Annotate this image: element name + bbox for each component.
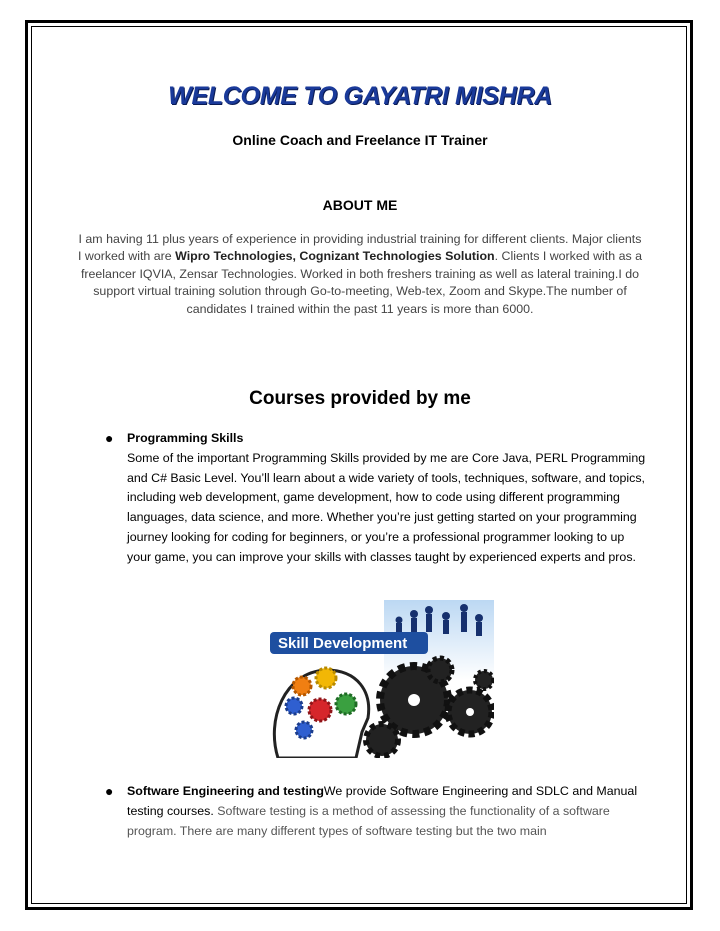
about-text-start: I am having 11 plus years of experience in providing industrial training for different clients. Major clients I worked with are — [78, 232, 642, 264]
bullet-icon: ● — [105, 783, 114, 799]
about-clients-bold: Wipro Technologies, Cognizant Technologies Solution — [175, 249, 495, 264]
page-title: WELCOME TO GAYATRI MISHRA — [168, 82, 552, 110]
course-description: Some of the important Programming Skills provided by me are Core Java, PERL Programming and C# Basic Level. You’ll learn about a wide variety of tools, techniques, software, and topics, including web development, game development, how to code using different programming languages, data science, and more. Whether you’re just getting started on your programming journey looking for coding for beginners, or you’re a professional programmer looking to up your game, you can improve your skills with classes taught by experienced experts and pros. — [127, 450, 646, 564]
skill-development-image — [264, 600, 494, 758]
skill-development-illustration — [264, 600, 494, 758]
course-title: Software Engineering and testing — [127, 784, 324, 798]
course-description-more: Software testing is a method of assessing the functionality of a software program. There are many different types of software testing but the two main — [127, 803, 610, 838]
about-heading: ABOUT ME — [322, 197, 398, 213]
course-title: Programming Skills — [127, 431, 244, 445]
course-item-testing — [127, 782, 647, 841]
about-paragraph — [78, 231, 642, 318]
about-text-end: . Clients I worked with as a freelancer IQVIA, Zensar Technologies. Worked in both freshers training as well as lateral training.I do support virtual training solution through Go-to-meeting, Web-tex, Zoom and Skype.The number of candidates I trained within the past 11 years is more than 6000. — [80, 249, 642, 316]
course-item-programming — [127, 429, 647, 568]
courses-heading: Courses provided by me — [249, 388, 471, 409]
course-description: We provide Software Engineering and SDLC and Manual testing courses. — [127, 784, 638, 818]
bullet-icon: ● — [105, 430, 114, 446]
image-caption: Skill Development — [278, 635, 408, 652]
page-subtitle: Online Coach and Freelance IT Trainer — [232, 132, 488, 148]
